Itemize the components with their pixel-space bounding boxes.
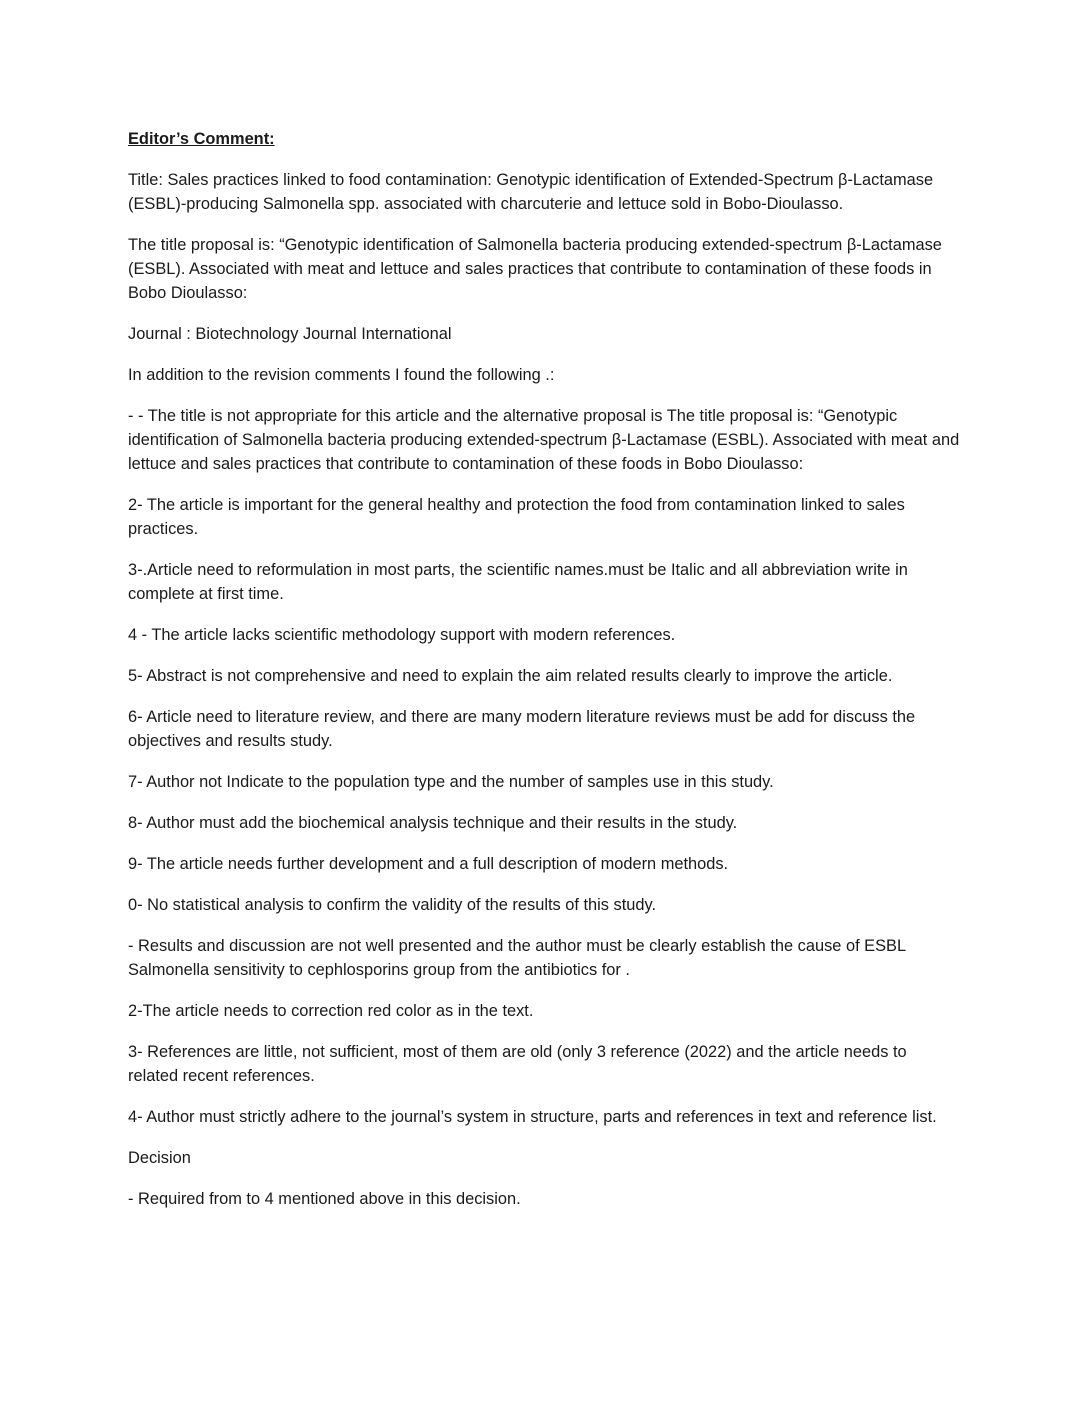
paragraph-title-proposal: The title proposal is: “Genotypic identification of Salmonella bacteria producing extended-spectrum β-Lactamase (ESBL). Associated with meat and lettuce and sales practices that contribute to contamination of these foods in Bobo Dioulasso: — [128, 236, 942, 302]
paragraph-journal: Journal : Biotechnology Journal International — [128, 325, 452, 343]
paragraph-title: Title: Sales practices linked to food contamination: Genotypic identification of Extended-Spectrum β-Lactamase (ESBL)-producing Salmonella spp. associated with charcuterie and lettuce sold in Bobo-Dioulasso. — [128, 171, 934, 213]
editor-comment-heading: Editor’s Comment: — [128, 130, 275, 148]
decision-heading: Decision — [128, 1149, 191, 1167]
paragraph-intro: In addition to the revision comments I found the following .: — [128, 366, 555, 384]
comment-item-3: 3-.Article need to reformulation in most parts, the scientific names.must be Italic and all abbreviation write in complete at first time. — [128, 561, 908, 603]
comment-item-2: 2- The article is important for the general healthy and protection the food from contamination linked to sales practices. — [128, 496, 905, 538]
comment-item-12: 2-The article needs to correction red color as in the text. — [128, 1002, 534, 1020]
comment-item-13: 3- References are little, not sufficient, most of them are old (only 3 reference (2022) and the article needs to related recent references. — [128, 1043, 907, 1085]
comment-item-11: - Results and discussion are not well presented and the author must be clearly establish the cause of ESBL Salmonella sensitivity to cephlosporins group from the antibiotics for . — [128, 937, 906, 979]
comment-item-1: - - The title is not appropriate for this article and the alternative proposal is The title proposal is: “Genotypic identification of Salmonella bacteria producing extended-spectrum β-Lactamase (ESBL). Associated with meat and lettuce and sales practices that contribute to contamination of these foods in Bobo Dioulasso: — [128, 407, 960, 473]
comment-item-5: 5- Abstract is not comprehensive and need to explain the aim related results clearly to improve the article. — [128, 667, 893, 685]
comment-item-9: 9- The article needs further development and a full description of modern methods. — [128, 855, 729, 873]
comment-item-7: 7- Author not Indicate to the population type and the number of samples use in this study. — [128, 773, 774, 791]
decision-text: - Required from to 4 mentioned above in this decision. — [128, 1190, 521, 1208]
comment-item-8: 8- Author must add the biochemical analysis technique and their results in the study. — [128, 814, 738, 832]
comment-item-14: 4- Author must strictly adhere to the journal’s system in structure, parts and references in text and reference list. — [128, 1108, 937, 1126]
comment-item-4: 4 - The article lacks scientific methodology support with modern references. — [128, 626, 676, 644]
comment-item-6: 6- Article need to literature review, and there are many modern literature reviews must be add for discuss the objectives and results study. — [128, 708, 916, 750]
comment-item-10: 0- No statistical analysis to confirm the validity of the results of this study. — [128, 896, 657, 914]
document-body — [128, 127, 960, 1228]
